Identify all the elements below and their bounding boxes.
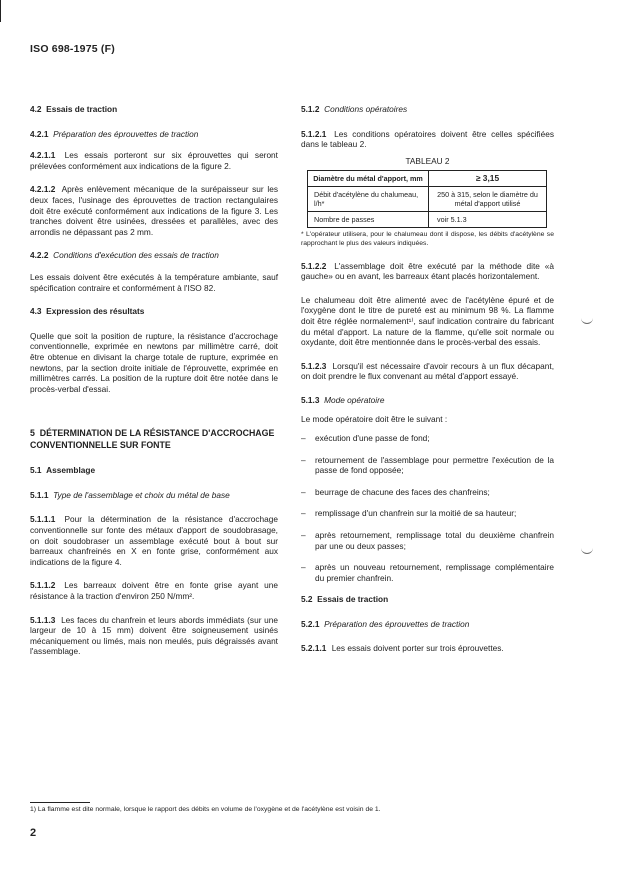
section-5-2-heading: 5.2 Essais de traction — [301, 594, 389, 605]
section-5-2-1-heading: 5.2.1 Préparation des éprouvettes de traction — [301, 619, 470, 630]
section-4-3-heading: 4.3 Expression des résultats — [30, 306, 145, 317]
table-2 — [307, 170, 547, 228]
table-row — [308, 187, 547, 212]
right-column — [301, 104, 554, 666]
section-4-2-2-heading: 4.2.2 Conditions d'exécution des essais de traction — [30, 250, 219, 261]
table-cell-value: 250 à 315, selon le diamètre du métal d'apport utilisé — [429, 187, 547, 212]
paragraph-4-2-1-1: 4.2.1.1 Les essais porteront sur six éprouvettes qui seront prélevées conformément aux indications de la figure 2. — [30, 150, 278, 171]
paragraph-5-1-2-1: 5.1.2.1 Les conditions opératoires doivent être celles spécifiées dans le tableau 2. — [301, 128, 554, 150]
section-5-1-1-heading: 5.1.1 Type de l'assemblage et choix du métal de base — [30, 489, 230, 500]
margin-mark — [581, 318, 593, 324]
section-5-1-heading: 5.1 Assemblage — [30, 465, 96, 476]
paragraph-chalumeau: Le chalumeau doit être alimenté avec de l'acétylène épuré et de l'oxygène dont le titre de pureté est au minimum 98 %. La flamme doit être réglée normalement¹⁾, sauf indication contraire du fabricant du métal d'apport. La nature de la flamme, qu'elle soit normale ou oxydante, doit être mentionnée dans le procès-verbal des essais. — [301, 294, 554, 348]
paragraph-5-1-1-3: 5.1.1.3 Les faces du chanfrein et leurs abords immédiats (sur une largeur de 10 à 15 mm) doivent être soigneusement usinés mécaniquement ou limés, mais non meulés, puis dégraissés avant l'assemblage. — [30, 614, 278, 657]
table-note: * L'opérateur utilisera, pour le chalumeau dont il dispose, les débits d'acétylène se rapprochant le plus des valeurs indiquées. — [301, 231, 554, 247]
paragraph-5-2-1-1: 5.2.1.1 Les essais doivent porter sur trois éprouvettes. — [301, 642, 504, 653]
section-5-heading: 5 DÉTERMINATION DE LA RÉSISTANCE D'ACCROCHAGE CONVENTIONNELLE SUR FONTE — [30, 428, 275, 450]
section-5-1-2-heading: 5.1.2 Conditions opératoires — [301, 104, 408, 114]
document-code: ISO 698-1975 (F) — [30, 43, 115, 55]
table-cell-label: Diamètre du métal d'apport, mm — [308, 171, 429, 187]
paragraph-4-3: Quelle que soit la position de rupture, la résistance d'accrochage conventionnelle, exprimée en newtons par millimètre carré, doit être obtenue en divisant la charge totale de rupture, exprimée en newtons, par la section droite initiale de l'éprouvette, exprimée en millimètres carrés. La position de la rupture doit être notée dans le procès-verbal d'essai. — [30, 330, 278, 394]
list-item: – après retournement, remplissage total du deuxième chanfrein par une ou deux passes; — [301, 530, 554, 551]
table-row — [308, 171, 547, 187]
paragraph-5-1-1-1: 5.1.1.1 Pour la détermination de la résistance d'accrochage conventionnelle sur fonte des métaux d'apport de soudobrasage, on doit soudobraser un assemblage exécuté bout à bout sur barreaux chanfreinés en X en fonte grise, conformément aux indications de la figure 4. — [30, 514, 278, 567]
section-4-2-heading: 4.2 Essais de traction — [30, 104, 118, 114]
table-cell-value: ≥ 3,15 — [429, 171, 547, 187]
left-column — [30, 104, 278, 670]
binding-line — [0, 0, 1, 22]
footnote: 1) La flamme est dite normale, lorsque le rapport des débits en volume de l'oxygène et de l'acétylène est voisin de 1. — [30, 806, 381, 813]
paragraph-5-1-1-2: 5.1.1.2 Les barreaux doivent être en fonte grise ayant une résistance à la traction d'environ 250 N/mm². — [30, 580, 279, 602]
section-4-2-1-heading: 4.2.1 Préparation des éprouvettes de traction — [30, 128, 199, 139]
table-row — [308, 212, 547, 228]
list-item: – beurrage de chacune des faces des chanfreins; — [301, 486, 490, 497]
list-item: – exécution d'une passe de fond; — [301, 433, 430, 444]
table-cell-label: Débit d'acétylène du chalumeau, l/h* — [308, 187, 429, 212]
list-item: – retournement de l'assemblage pour permettre l'exécution de la passe de fond opposée; — [301, 454, 554, 476]
table-cell-value: voir 5.1.3 — [429, 212, 547, 228]
page-number: 2 — [30, 827, 37, 839]
section-5-1-3-heading: 5.1.3 Mode opératoire — [301, 394, 385, 405]
paragraph-5-1-2-3: 5.1.2.3 Lorsqu'il est nécessaire d'avoir recours à un flux décapant, on doit prendre le flux convenant au métal d'apport essayé. — [301, 360, 554, 382]
list-item: – remplissage d'un chanfrein sur la moitié de sa hauteur; — [301, 508, 517, 519]
paragraph-4-2-1-2: 4.2.1.2 Après enlèvement mécanique de la surépaisseur sur les deux faces, l'usinage des éprouvettes de traction rectangulaires doit être exécuté conformément aux indications de la figure 3. Les tranches doivent être usinées, dressées et parallèles, avec des arrondis ne dépassant pas 2 mm. — [30, 184, 278, 237]
table-caption: TABLEAU 2 — [405, 155, 450, 166]
paragraph-5-1-3-intro: Le mode opératoire doit être le suivant : — [301, 413, 448, 424]
list-item: – après un nouveau retournement, remplissage complémentaire du premier chanfrein. — [301, 562, 554, 583]
paragraph-4-2-2: Les essais doivent être exécutés à la température ambiante, sauf spécification contraire et conformément à l'ISO 82. — [30, 271, 278, 293]
table-cell-label: Nombre de passes — [308, 212, 429, 228]
margin-mark — [581, 548, 593, 554]
footnote-rule — [30, 802, 90, 803]
paragraph-5-1-2-2: 5.1.2.2 L'assemblage doit être exécuté par la méthode dite «à gauche» ou en avant, les barreaux étant placés horizontalement. — [301, 260, 554, 282]
